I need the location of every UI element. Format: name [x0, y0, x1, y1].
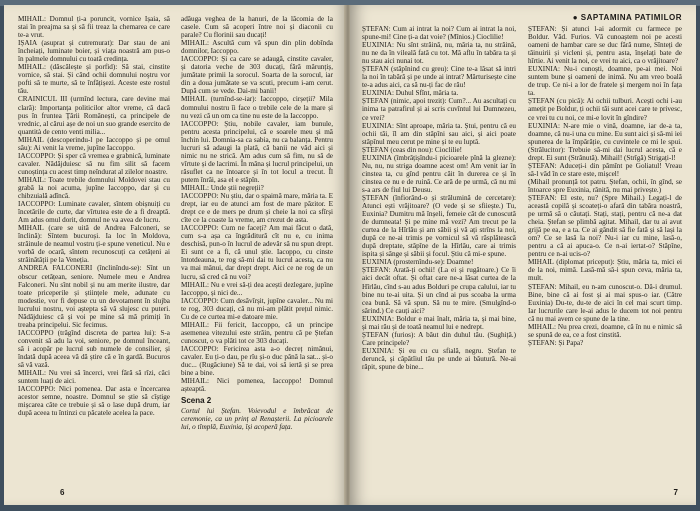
paragraph: EUXINIA (prosternîndu-se): Doamne! [362, 258, 474, 267]
paragraph: ȘTEFAN (cu pică): Ai ochii tulburi. Acești ochi i-au amețit pe Boldur, ți ochii tăi sunt acei care te privesc, ce vrei tu cu noi, ce mi-e lovit în gîndire? [528, 97, 682, 122]
paragraph: MIHAIL: Nici pomenea, Iaccoppo! Domnul așteaptă. [181, 377, 333, 394]
paragraph: MIHAIL (diplomat priceput): Știu, măria ta, mici ei de la noi, mimă. Lasă-mă să-i spun ceva, măria ta, mult. [528, 258, 682, 283]
right-column-2 [528, 25, 682, 347]
paragraph: ȘTEFAN (stăpînind cu greu): Cine te-a lăsat să intri la noi în tabără și pe unde ai intrat? Mărturisește cine te-a adus aici, ca să nu-ți fac de rău! [362, 65, 516, 90]
paragraph: ȘTEFAN: Arată-ți ochii! (La ei și rugătoare.) Ce îi aici decât oftat. Și oftat care ne-a lăsat curtea de la Hîrlău, cînd s-au adus Bolduri pe crupa calului, iar tu bine nu te-ai uita. Și un cînd ai pus scoaba la urma cea bună. Să vă spun. Să nu te mire. (Smulgînd-o sărind.) Ce cauți aici? [362, 266, 516, 315]
running-header: ● SAPTAMINA PATIMILOR [572, 13, 682, 22]
paragraph: EUXINIA: Duhul Sfînt, măria ta. [362, 89, 459, 98]
paragraph: IACCOPPO: Știu, nobile cavaler, iam bunule, pentru acesta principelui, că e soarele meu și mă închin lui. Domnia-sa ca sabia, nu ca balanța. Pentru lucruri să adaugi la plată, că banii ne văd aici și nimic nu ne strică. Am adus cum să fim, nu să de vîrtute și de lacrimi. În mâna și lucrul principelui, un răsuflet ca ne întoarce și în tot locul a trecut. Îl putem înrăi, asa el e stăpîn. [181, 119, 333, 184]
paragraph: IACCOPPO: Fericirea asta a-o decreț nimănui, cavaler. Eu ți-o dau, pe rîu și-o duc până la sat... și-o duc... (Rugăciune) Să te dai, voi să iertă și se prea bine a bine. [181, 344, 333, 378]
paragraph: IȘAIA (asuprat și cutremurat): Dar stau de ani încheiați, luminate boier, și viața noastră am pus-o în palmele domnului cu toată credința. [18, 39, 170, 64]
paragraph: EUXINIA: Boldur e mai înalt, măria ta, și mai bine, și mai rău și de toată neamul lui e nedrept. [362, 314, 516, 331]
paragraph: ȘTEFAN (nimic, apoi trezit): Cum?... Au ascultați cu inima ta patrafirul și ai scris cuvîntul lui Dumnezeu, ce vrei? [362, 97, 516, 122]
left-page-number: 6 [60, 488, 65, 497]
paragraph: ȘTEFAN: Cum ai intrat la noi? Cum ai intrat la noi, spune-mi! Cine ți-a dat voie? (Mînios.) Cioclilie! [362, 25, 516, 42]
paragraph: (Mihail pronunță tot patru. Ștefan, ochii, în gînd, se întoarce spre Euxinia, rănită, nu mai privește.) [528, 177, 682, 194]
paragraph: MIHAIL (turnînd-se-iar): Iaccoppo, cirșeții? Mila domnului nostru îi face o trebile cele de la mare și nu vezi că un om ca tine nu este de la Iaccoppo. [181, 95, 333, 120]
paragraph: CRAINICUL III (urmînd lectura, care devine mai clară): Importanța politicilor altor vreme, că dacă pus în fruntea Ţării Românești, ca principele de vrednic, al cărui așe de noi un suo grande esercito de quantità de cento venti milia... [18, 95, 170, 136]
paragraph: ȘTEFAN: Și Papa? [528, 338, 584, 347]
paragraph: ANDREA FALCONERI (înclinîndu-se): Sînt un obscur cetățean, seniore. Numele meu e Andrea Falconeri. Nu sînt nobil și nu am merite ilustre, dar toate priceperile și științele mele, adunate cu modestie, vor fi depuse cu un devotament în slujba lucrului nostru, voi aștepta să vă slujesc cu puteri. Nădăjduiesc că și voi pe mine să mă primiți în treaba principelui. Sic fecimus. [18, 264, 170, 329]
paragraph: ȘTEFAN: Și atunci l-ai adormit cu farmece pe Boldur. Văd. Furios. Vă cunoaștem noi pe acesti oameni de hambar care se duc fără nume, Sînteți de tăinuirii și vicleni și, pentru asta, înșelați bate de hîrtie. Ai venit la noi, ce vrei tu aici, ca o vrăjitoare? [528, 25, 682, 66]
paragraph: EUXINIA: Și eu cu cu sfială, negru. Ștefan te deruncă, și căpătîiul tău pe unde ai băutură. Ne-ai răpit, spune de bine... [362, 346, 516, 371]
paragraph: MIHAIL: Ascultă cum vă spun din plin dobînda domnilor, Iaccoppo. [181, 39, 333, 56]
paragraph: IACCOPPO: Nu știu, dar o spaimă mare, măria ta. E drept, iar eu de atunci am fost de mare păzitor. E drept ce e de mers pe drum și cheie la noi ca sfîrși cîte ce la coaste la vreme, am crezut de asta. [181, 192, 333, 225]
paragraph: IACCOPPO: Și sper că vremea e grabnică, luminate cavaler. Nădăjduiesc să nu fim silit să facem cunoștința cu acest timp neîndurat al zilelor noastre. [18, 151, 170, 176]
paragraph: ȘTEFAN: Aduceți-i din pămînt pe Goliatul! Vreau să-l văd în ce stare este, mișcel! [528, 161, 682, 178]
paragraph: MIHAIL: (dăscălește și porfid): Să stai, cinstite vornice, să stai. Și când ochii domnului noştru vor pofti să te murte, să te înfățișezi. Aceste este rostul tău. [18, 63, 170, 96]
paragraph: MIHAIL: Nu e vrei să-ți dea acești dezlegare, jupîne Iaccoppo, și nici de... [181, 280, 333, 297]
right-page-number: 7 [673, 488, 678, 497]
scene-title: Scena 2 [181, 396, 212, 406]
paragraph: EUXINIA: Nu-i cunoști, doamne, pe-ai mei. Noi suntem bune și oameni de inimă. Nu am vreo boală de trup. Ce ni-i a lor de fratele și mergem noi în fața ta. [528, 65, 682, 98]
paragraph: MIHAIL (descoperindu-l pe Iaccoppo și pe omul său): Ai venit la vreme, jupîne Iaccoppo. [18, 135, 170, 152]
left-column-2-text [181, 15, 333, 393]
paragraph: MIHAIL: Nu prea crezi, doamne, că în nu e nimic să se spună de ea, ce a fost cinstită. [528, 322, 682, 339]
paragraph: ȘTEFAN: El este, nu? (Spre Mihail.) Legați-l de această copilă și scoateți-o afară din tabăra noastră, pe urmă să o căutați. Stați, stați, pentru că ne-a dat cheia. Ștefan se plimbă agitat. Mihail, dar tu ai avut grijă pe ea, e a ta. Ce ai gândit să fie fată și să lași la om? Ce se lasă la noi? Nu-i iar cu mine, lasă-o, pentru a că ai apuca-o. Ce n-ai iertat-o? Stăpîne, pentru ce n-ai ucis-o? [528, 193, 682, 259]
left-page [4, 5, 346, 505]
paragraph: EUXINIA: Sînt aproape, măria ta. Ștui, pentru că eu ochii tăi, îl am din stăpîni sau aici, și aici poate stăpînul meu cerut pe mine și te eu luptă. [362, 121, 516, 146]
paragraph: ȘTEFAN: Mihail, eu n-am cunoscut-o. Dă-i drumul. Bine, bine că ai fost și ai mai spus-o iar. (Către Euxinia) Du-te, du-te de aici în cel mai scurt timp. Iar lucrurile care le-ai adus le ducem tot noi pentru că nu mai avem ce spune de la tine. [528, 282, 682, 323]
paragraph: MIHAIL: Unde știi negreții? [181, 183, 264, 192]
right-column-1 [362, 25, 516, 371]
paragraph: MIHAIL: Toate trebile domnului Moldovei stau cu grabă la noi acuma, jupîne Iaccoppo, dar și cu chibzuială adîncă. [18, 175, 170, 201]
paragraph: ȘTEFAN (furios): A băut din duhul tău. (Sughiță.) Care principele? [362, 330, 516, 347]
paragraph: IACCOPPO: Și ca care se adaugă, cinstite cavaler, și datoria veche de 303 ducați, fără mărunțiș, jumătate primii la sorocul. Soarta de la sorocul, iar din a doua jumătate se va scuti, precum i-am cerut. După cum se vede. Dai-mi banii! [181, 55, 333, 96]
paragraph: EUXINIA: N-are mie o vină, doamne, iar de-a ta, doamne, că nu-i una cu mine. Eu sunt aici și să-mi iei spunerea de la împărăție, cu cuvintele ce mi le spui. (Strălucitor): Trebuie să-mi dai lucrul acesta, că e drept. Ei sunt (Strănută). Mihail! (Strîgă) Strigați-l! [528, 121, 682, 162]
paragraph: ȘTEFAN (înfiorând-o și strălumină de cercetare): Atunci ești vrăjitoare? (O vede și se sfiiește.) Tu, Euxinia? Dumitru mă înșeli, femeie cât de cunoscută de dumneata! Și pe mine mă vezi? Am trecut pe la curtea de la Hîrlău și am săbii și vă ați strîns la noi, după ce ne-ai trimis pe vornicul să vă răsplătească după dreptate, stăpîne de la Hîrlău, care ai trimis ispita și sânge și săbii și focul. Știu că mi-e spune. [362, 193, 516, 259]
paragraph: IACCOPPO: Cum desăvîrșit, jupîne cavaler... Nu mi te rog, 303 ducați, că nu mi-am plătit prețul nimic. Cu de ce curtea mi-e datoare mie. [181, 296, 333, 321]
paragraph: IACCOPPO: Cum ne faceți? Am mai făcut o dată, cum s-a așa ca îngrăditură cît nu e, cu inima deschisă, pun-o în lucrul de adevăr să nu spun drept. Ei sunt ce a fi, că unul știe. Iacoppo, cu cinste întotdeauna, te rog să-mi dai tu lucrul acesta, ca nu va mai mânui, dar drept drept. Aici ce ne rog de un lucru, să cred că nu voi? [181, 224, 333, 281]
paragraph: adăuga veghea de la hanuri, de la lăcomia de la casele. Cum să acoperi între noi și diaconii cu parale? Cu florinii sau ducați! [181, 15, 333, 40]
right-page [350, 5, 696, 505]
paragraph: EUXINIA: Nu sînt străină, nu, măria ta, nu străină, nu ne da în vileală fată cu tot. Mă aflu în tabăra ta și nu stau aici nunai tot. [362, 41, 516, 66]
paragraph: MIHAIL: Fii fericit, Iaccoppo, că un principe asemenea vitezului este străin, pentru că pe Ștefan cunoscut, o va plăti tot ce 303 ducați. [181, 320, 333, 345]
paragraph: ȘTEFAN (ceas din nou): Cioclilie! [362, 145, 463, 154]
paragraph: MIHAIL (care se uită de Andrea Falconeri, se înclină): Sîntem bucuroși. Ia loc în Moldova, străinule de neamul vostru ți-e spune veneticul. Nu e vorbă de ocară, sîntem recunoscuți ca cetățeni ai străinătății pe la Veneția. [18, 224, 170, 265]
paragraph: EUXINIA (îmbrățișîndu-i picioarele pînă la glezne): Nu, nu, nu striga doamne acest om! Am venit iar în cinstea ta, cu gînd pentru căit în durerea ce și în cinstea ce nu e de ruină. Ce ară de pe urmă, că nu mi s-a ars de fiul lui Deusu. [362, 153, 516, 194]
paragraph: IACCOPPO: Nici pomenea. Dar asta e încercarea acestor semne, noastre. Domnul se știe să cîștige mișcarea câte ce trebuie și să o lase după drum, iar după aceea tu întinzi cu păcatele acelea la pace. [18, 385, 170, 418]
paragraph: MIHAIL: Domnul ți-a poruncit, vornice Ișaia, să stai în preajma sa și să fii treaz la chemarea ce care te-a vrut. [18, 15, 170, 40]
left-column-2 [181, 15, 333, 431]
left-column-1 [18, 15, 170, 417]
paragraph: MIHAIL: Nu vrei să încerci, vrei fără să rîzi, căci suntem luați de aici. [18, 369, 170, 386]
scene-stage-direction: Cortul lui Ștefan. Voievodul e îmbrăcat de ceremonie, ca un prinț al Renașterii. La picioarele lui, o tîmplă, Euxinia, își acoperă fața. [181, 407, 333, 432]
paragraph: IACCOPPO (trăgînd discreta de partea lui): S-a convenit să adu la voi, seniore, pe domnul înceant, să i acopăr pe lucrul sub numele de consilier, și îndată după aceea vă dă știre că e în gardă. Bucuros să vă vază. [18, 328, 170, 370]
paragraph: IACCOPPO: Luminate cavaler, sîntem obișnuiți cu încetările de curte, dar vîrtutea este de a fi dreaptă. Am adus omul dorit, domnul ne va avea de lucru. [18, 200, 170, 225]
